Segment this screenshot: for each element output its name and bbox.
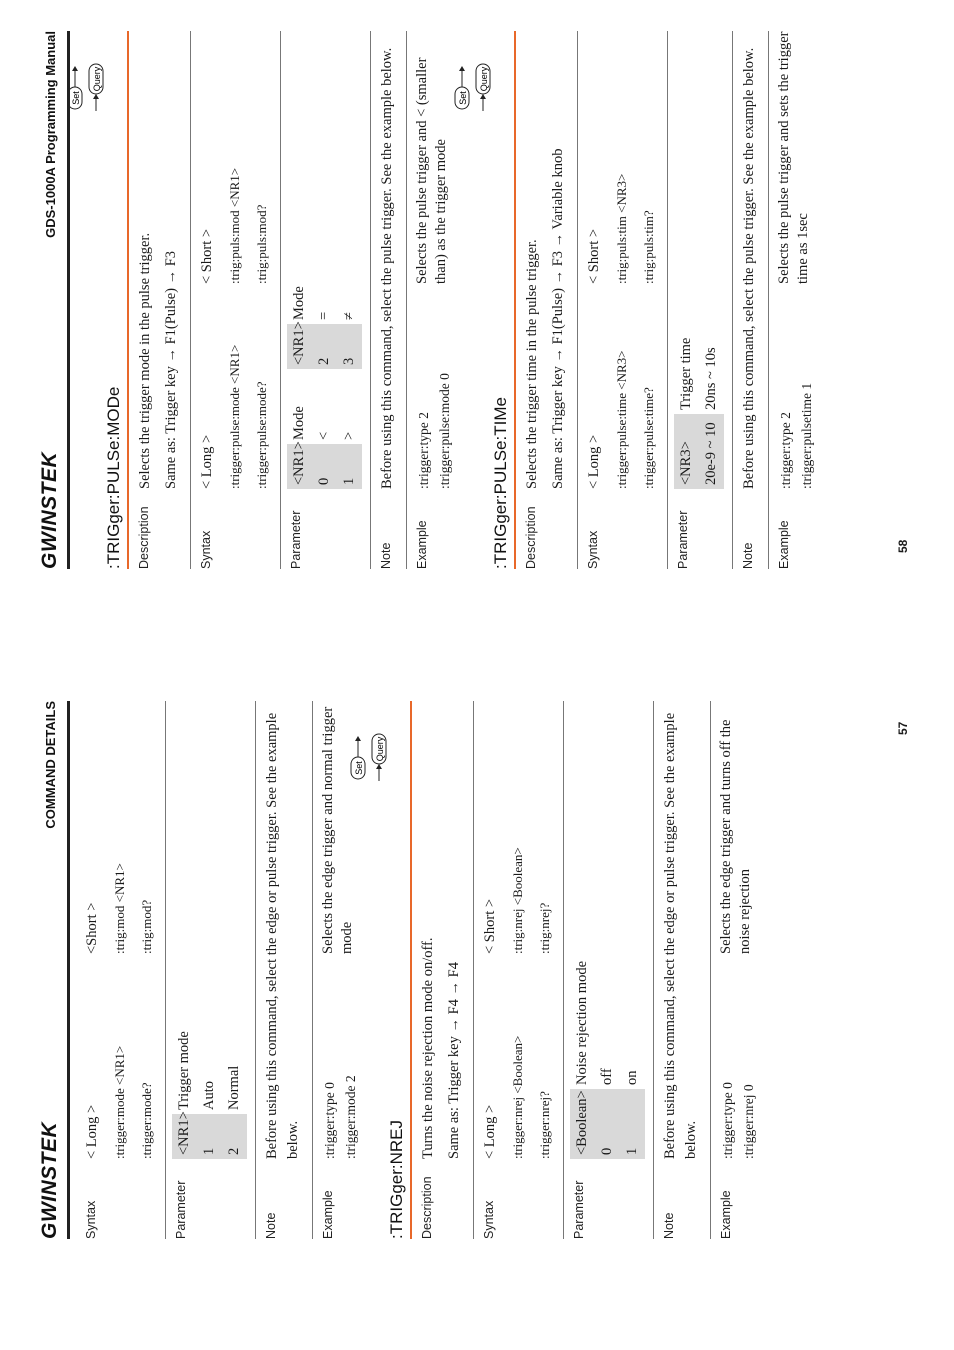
section-label: Note — [379, 542, 393, 569]
description-text: Selects the trigger time in the pulse trigger. — [524, 239, 540, 489]
syntax-long-set: :trigger:nrej <Boolean> — [510, 1035, 525, 1159]
syntax-long-head: < Long > — [482, 1104, 498, 1159]
syntax-long-set: :trigger:pulse:time <NR3> — [614, 350, 629, 489]
param-key: 2 — [222, 1114, 247, 1159]
syntax-short-set: :trig:nrej <Boolean> — [510, 847, 525, 954]
param-key: <NR1> — [287, 324, 312, 369]
example-command: :trigger:type 2 — [778, 412, 793, 489]
param-key: 1 — [620, 1089, 645, 1159]
section-label: Note — [662, 1212, 676, 1239]
section-label: Syntax — [586, 530, 600, 569]
section-label: Syntax — [482, 1200, 496, 1239]
description-text: Turns the noise rejection mode on/off. — [420, 937, 436, 1159]
same-as-text: Same as: Trigger key → F4 → F4 — [446, 962, 462, 1159]
param-value: on — [624, 1070, 640, 1085]
command-title-text: :TRIGger:PULSe:TIMe — [491, 397, 510, 569]
syntax-short-set: :trig:mod <NR1> — [112, 863, 127, 954]
param-key: 0 — [312, 444, 337, 489]
svg-text:Set: Set — [71, 91, 81, 105]
syntax-short-query: :trig:puls:tim? — [641, 210, 656, 284]
param-value: Trigger mode — [176, 1031, 192, 1110]
section-label: Note — [741, 542, 755, 569]
svg-text:Query: Query — [92, 66, 102, 92]
syntax-short-query: :trig:puls:mod? — [254, 204, 269, 284]
param-value: ≠ — [341, 312, 357, 320]
param-key: 1 — [197, 1114, 222, 1159]
section-label: Example — [719, 1190, 733, 1239]
syntax-long-set: :trigger:pulse:mode <NR1> — [227, 344, 242, 489]
page-header — [36, 701, 70, 1239]
command-title-text: :TRIGger:NREJ — [387, 1119, 406, 1239]
svg-text:Query: Query — [375, 736, 385, 762]
example-description: Selects the pulse trigger and < (smaller than) as the trigger mode — [414, 57, 449, 284]
param-value: > — [341, 431, 357, 440]
syntax-section — [76, 701, 165, 1239]
command-title — [354, 701, 412, 1239]
page-58 — [0, 5, 954, 605]
param-value: Mode — [291, 286, 307, 320]
note-section — [255, 701, 312, 1239]
section-label: Example — [321, 1190, 335, 1239]
syntax-short-head: <Short > — [84, 902, 100, 954]
param-value: = — [316, 311, 332, 320]
parameter-table — [287, 31, 362, 489]
set-query-icon — [349, 711, 391, 781]
section-label: Description — [420, 1176, 434, 1239]
note-text: Before using this command, select the edge or pulse trigger. See the example below. — [662, 712, 699, 1159]
page-content — [71, 31, 825, 569]
param-value: Noise rejection mode — [574, 960, 590, 1085]
parameter-table — [172, 701, 247, 1159]
param-value: Mode — [291, 406, 307, 440]
syntax-long-head: < Long > — [586, 434, 602, 489]
svg-text:Set: Set — [458, 91, 468, 105]
note-section — [732, 31, 768, 569]
example-section — [768, 31, 825, 569]
param-value: Normal — [226, 1065, 242, 1110]
parameter-table — [674, 31, 724, 489]
example-section — [710, 701, 767, 1239]
description-section — [129, 31, 190, 569]
syntax-long-query: :trigger:nrej? — [537, 1091, 552, 1159]
example-description: Selects the pulse trigger and sets the trigger time as 1sec — [776, 31, 811, 284]
description-text: Selects the trigger mode in the pulse trigger. — [137, 232, 153, 489]
same-as-text: Same as: Trigger key → F1(Pulse) → F3 → Variable knob — [550, 148, 566, 489]
section-label: Parameter — [676, 510, 690, 569]
svg-text:Set: Set — [354, 761, 364, 775]
section-label: Parameter — [572, 1180, 586, 1239]
parameter-section — [563, 701, 653, 1239]
syntax-short-head: < Short > — [199, 228, 215, 284]
example-command: :trigger:type 0 — [720, 1082, 735, 1159]
page-number: 57 — [896, 721, 910, 735]
page-number: 58 — [896, 539, 910, 553]
example-command: :trigger:mode 2 — [343, 1075, 358, 1159]
syntax-long-query: :trigger:pulse:time? — [641, 387, 656, 489]
set-query-icon — [66, 41, 108, 111]
syntax-long-query: :trigger:mode? — [139, 1082, 154, 1159]
param-value: off — [599, 1068, 615, 1085]
parameter-section — [667, 31, 732, 569]
param-key: 1 — [337, 444, 362, 489]
command-title-text: :TRIGger:PULSe:MODe — [104, 386, 123, 569]
note-section — [653, 701, 710, 1239]
set-query-icon — [453, 41, 495, 111]
example-section — [312, 701, 369, 1239]
parameter-section — [165, 701, 255, 1239]
syntax-long-head: < Long > — [199, 434, 215, 489]
param-key: 20e-9 ~ 10 — [699, 414, 724, 489]
note-text: Before using this command, select the pulse trigger. See the example below. — [741, 47, 757, 489]
syntax-long-head: < Long > — [84, 1104, 100, 1159]
param-key: <NR1> — [287, 444, 312, 489]
param-value: Auto — [201, 1081, 217, 1110]
command-title — [71, 31, 129, 569]
section-label: Parameter — [174, 1180, 188, 1239]
syntax-short-query: :trig:mod? — [139, 899, 154, 954]
syntax-section — [473, 701, 563, 1239]
description-section — [516, 31, 577, 569]
section-label: Parameter — [289, 510, 303, 569]
section-label: Description — [524, 506, 538, 569]
section-label: Syntax — [199, 530, 213, 569]
section-label: Example — [777, 520, 791, 569]
param-key: <NR3> — [674, 414, 699, 489]
syntax-section — [190, 31, 280, 569]
page-content — [76, 701, 767, 1239]
syntax-section — [577, 31, 667, 569]
example-command: :trigger:nrej 0 — [741, 1084, 756, 1159]
page-header — [36, 31, 70, 569]
note-text: Before using this command, select the edge or pulse trigger. See the example below. — [264, 712, 301, 1159]
example-description: Selects the edge trigger and normal trigger mode — [320, 706, 355, 954]
description-section — [412, 701, 473, 1239]
page-57 — [0, 675, 954, 1275]
example-command: :trigger:pulsetime 1 — [799, 382, 814, 489]
syntax-short-head: < Short > — [482, 898, 498, 954]
gwinstek-logo: GWINSTEK — [38, 451, 61, 569]
note-text: Before using this command, select the pulse trigger. See the example below. — [379, 47, 395, 489]
syntax-long-set: :trigger:mode <NR1> — [112, 1045, 127, 1159]
section-label: Note — [264, 1212, 278, 1239]
example-command: :trigger:type 2 — [416, 412, 431, 489]
parameter-table — [570, 701, 645, 1159]
header-title: COMMAND DETAILS — [43, 701, 58, 829]
same-as-text: Same as: Trigger key → F1(Pulse) → F3 — [163, 250, 179, 489]
section-label: Syntax — [84, 1200, 98, 1239]
syntax-short-head: < Short > — [586, 228, 602, 284]
example-command: :trigger:pulse:mode 0 — [437, 373, 452, 489]
syntax-short-set: :trig:puls:mod <NR1> — [227, 167, 242, 284]
section-label: Example — [415, 520, 429, 569]
param-key: 2 — [312, 324, 337, 369]
syntax-short-set: :trig:puls:tim <NR3> — [614, 173, 629, 284]
syntax-long-query: :trigger:pulse:mode? — [254, 381, 269, 489]
param-key: 0 — [595, 1089, 620, 1159]
gwinstek-logo: GWINSTEK — [38, 1121, 61, 1239]
example-description: Selects the edge trigger and turns off the noise rejection — [718, 719, 753, 954]
svg-text:Query: Query — [479, 66, 489, 92]
example-section — [406, 31, 463, 569]
param-value: < — [316, 431, 332, 440]
syntax-short-query: :trig:nrej? — [537, 902, 552, 954]
section-label: Description — [137, 506, 151, 569]
param-value: 20ns ~ 10s — [703, 347, 719, 410]
param-key: <NR1> — [172, 1114, 197, 1159]
param-value: Trigger time — [678, 337, 694, 410]
param-key: 3 — [337, 324, 362, 369]
header-title: GDS-1000A Programming Manual — [43, 31, 58, 238]
example-command: :trigger:type 0 — [322, 1082, 337, 1159]
parameter-section — [280, 31, 370, 569]
param-key: <Boolean> — [570, 1089, 595, 1159]
command-title — [458, 31, 516, 569]
note-section — [370, 31, 406, 569]
